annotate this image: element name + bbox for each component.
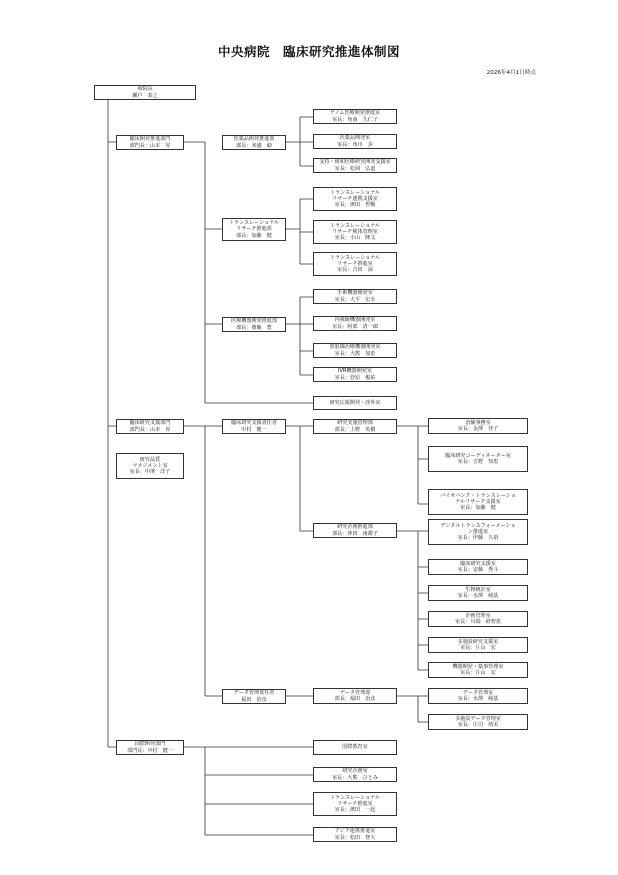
node-line: ナルリサーチ支援室 — [455, 498, 501, 505]
node-line: 室長：片山 宏 — [460, 670, 496, 676]
node-tr-specimen-room — [313, 220, 397, 244]
node-genome-room — [313, 109, 397, 124]
node-line: 国際開発部門 — [134, 741, 166, 748]
node-line: 室長：川端 紗智恵 — [455, 619, 501, 625]
node-multicenter-support-room — [428, 637, 528, 653]
node-research-operations-division — [313, 419, 397, 434]
node-line: 室長：菅原 俊祐 — [334, 374, 376, 381]
node-line: 研究広報開発・渉外室 — [329, 399, 381, 406]
node-quality-management-office — [116, 453, 184, 479]
node-data-management-division — [313, 688, 397, 704]
node-line: 機器開発・薬事管理室 — [452, 663, 504, 670]
node-line: 部長：上野 英樹 — [334, 426, 376, 433]
node-line: 福田 治彦 — [241, 696, 267, 703]
node-line: 内視鏡機器開発室 — [334, 317, 376, 324]
node-line: 放射線治療機器開発室 — [329, 344, 381, 351]
node-line: 研究実施管理部 — [337, 420, 373, 427]
node-director — [94, 85, 196, 100]
node-line: トランスレーショナル — [329, 794, 381, 801]
node-line: リサーチ連携支援室 — [332, 195, 378, 202]
node-tr-collaboration-room — [313, 187, 397, 211]
node-dept-clinical-development — [116, 135, 184, 150]
node-clinical-support-head — [222, 419, 286, 434]
node-line: 部長：米盛 勧 — [236, 142, 272, 149]
node-line: 室長：小山 隆文 — [334, 235, 376, 242]
node-biobank-room — [428, 489, 528, 515]
node-line: 室長：中濱 洋子 — [129, 469, 171, 476]
node-line: 部長：齋藤 豊 — [236, 324, 272, 331]
node-supportive-care-room — [313, 158, 397, 173]
node-tr-promotion-room — [313, 252, 397, 276]
node-biostatistics-room — [428, 585, 528, 601]
node-data-management-room — [428, 688, 528, 704]
node-translational-research-division — [222, 218, 286, 241]
node-line: トランスレーショナル — [228, 220, 280, 227]
node-ivr-device-room — [313, 367, 397, 382]
node-international-tr-room — [313, 792, 397, 816]
node-line: 室長：阿部 清一郎 — [332, 323, 378, 330]
node-line: 多施設研究支援室 — [457, 638, 499, 645]
node-line: 室長：水澤 純基 — [457, 696, 499, 702]
node-line: データ管理部 — [339, 689, 371, 696]
node-dx-room — [428, 519, 528, 545]
node-dept-international — [116, 740, 184, 755]
node-surgical-device-room — [313, 289, 397, 304]
node-line: 生物統計室 — [465, 586, 491, 593]
node-asia-collaboration-room — [313, 827, 397, 842]
node-line: 部長：福田 治彦 — [334, 696, 376, 702]
node-line: 手術機器開発室 — [337, 290, 373, 297]
node-line: 室長：加藤 健 — [460, 505, 496, 512]
node-line: トランスレーショナル — [329, 189, 381, 196]
node-international-education-room — [313, 740, 397, 755]
node-line: 部門長：山本 昇 — [129, 142, 171, 149]
node-trial-secretariat — [428, 418, 528, 434]
node-line: 企画管理室 — [465, 612, 491, 619]
node-line: ン推進室 — [467, 528, 489, 535]
node-line: ゲノム医療開発推進室 — [329, 110, 381, 117]
node-international-research-planning-room — [313, 767, 397, 782]
node-line: デジタルトランスフォーメーショ — [440, 522, 516, 529]
node-line: 医薬品開発推進部 — [233, 136, 275, 143]
node-drug-development-room — [313, 134, 397, 149]
node-line: 中村 健一 — [241, 426, 267, 433]
node-line: 臨床開発推進部門 — [129, 136, 171, 143]
node-line: アジア連携推進室 — [334, 828, 376, 835]
node-line: 室長：松岡 弘道 — [334, 165, 376, 172]
node-line: 室長：松田 智大 — [334, 834, 376, 841]
node-research-pr-room — [313, 396, 397, 410]
node-line: データ管理室 — [462, 689, 494, 696]
node-line: 病院長 — [137, 86, 153, 93]
node-planning-management-room — [428, 611, 528, 627]
node-line: 室長：大熊 ひとみ — [332, 774, 378, 781]
node-line: 部門長：山本 昇 — [129, 426, 171, 433]
node-endoscope-device-room — [313, 316, 397, 331]
node-research-planning-division — [313, 523, 397, 538]
node-line: 室長：角南 久仁子 — [332, 116, 378, 123]
node-regulatory-room — [428, 662, 528, 678]
node-line: 臨床研究支援責任者 — [231, 420, 277, 427]
node-multicenter-data-room — [428, 714, 528, 730]
page-title: 中央病院 臨床研究推進体制図 — [217, 44, 400, 59]
node-line: リサーチ推進室 — [337, 800, 373, 807]
node-line: 室長：吉野 知恵 — [457, 459, 499, 465]
node-line: 研究企画推進部 — [337, 524, 373, 531]
node-medical-device-division — [222, 317, 286, 332]
node-line: 室長：吉田 諒 — [337, 267, 373, 274]
node-dept-clinical-support — [116, 419, 184, 434]
node-clinical-support-room — [428, 559, 528, 575]
node-line: 臨床研究支援室 — [460, 560, 496, 567]
node-line: 室長：大熊 加恵 — [334, 350, 376, 357]
node-line: 研究企画室 — [342, 768, 368, 775]
node-line: 部長：沖田 南都子 — [332, 530, 378, 537]
node-line: リサーチ推進部 — [236, 226, 272, 233]
node-line: 部長：加藤 健 — [236, 232, 272, 239]
node-radiotherapy-device-room — [313, 343, 397, 358]
node-line: バイオバンク・トランスレーショ — [440, 492, 516, 499]
node-line: トランスレーショナル — [329, 254, 381, 261]
node-line: マネジメント室 — [132, 462, 168, 469]
node-line: 室長：金澤 佳子 — [457, 426, 499, 432]
node-line: 医薬品開発室 — [339, 135, 371, 142]
node-line: IVR機器開発室 — [338, 368, 372, 375]
node-line: 治験事務室 — [465, 419, 491, 426]
node-line: トランスレーショナル — [329, 222, 381, 229]
node-line: 室長：水澤 純基 — [457, 593, 499, 599]
node-line: 室長：大平 宏幸 — [334, 296, 376, 303]
node-line: 臨床研究コーディネーター室 — [445, 452, 511, 459]
node-line: 室長：庄司 靖美 — [457, 722, 499, 728]
as-of-date: 2026年4月1日時点 — [486, 70, 536, 76]
node-line: 臨床研究支援部門 — [129, 420, 171, 427]
node-data-management-head — [222, 689, 286, 704]
node-line: 室長：片山 宏 — [460, 645, 496, 651]
node-line: 医療機器開発推進部 — [231, 318, 277, 325]
node-line: 部門長：中村 健一 — [127, 747, 173, 754]
node-line: 国際教育室 — [342, 744, 368, 751]
node-line: 研究品質 — [139, 456, 161, 463]
node-line: 室長：濱田 哲暢 — [334, 202, 376, 209]
node-line: リサーチ検体管理室 — [332, 228, 378, 235]
node-line: 瀬戸 泰之 — [132, 92, 158, 99]
node-line: 多施設データ管理室 — [455, 715, 501, 722]
node-drug-development-division — [222, 135, 286, 150]
node-crc-room — [428, 446, 528, 472]
node-line: リサーチ推進室 — [337, 260, 373, 267]
node-line: データ管理責任者 — [233, 690, 275, 697]
node-line: 室長：伊藤 久裕 — [457, 535, 499, 542]
node-line: 室長：角川 歩 — [337, 141, 373, 148]
node-line: 室長：安藤 秀斗 — [457, 567, 499, 573]
node-line: 室長：濱田 一起 — [334, 807, 376, 814]
node-line: 支持・緩和医療研究開発支援室 — [319, 159, 391, 166]
